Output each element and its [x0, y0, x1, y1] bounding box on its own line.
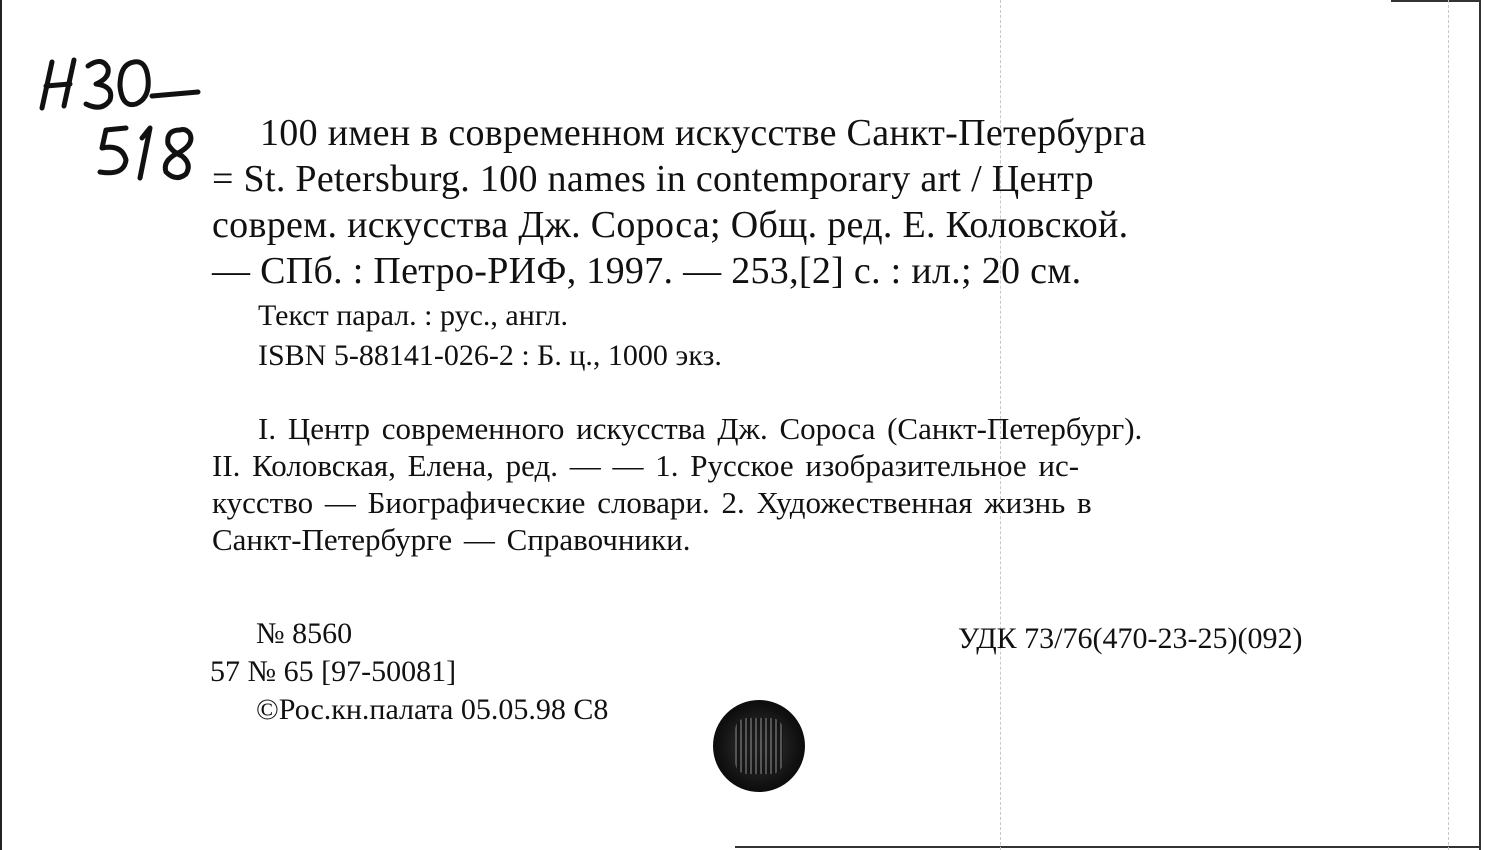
title-line: — СПб. : Петро-РИФ, 1997. — 253,[2] с. : ил.; 20 см.: [212, 250, 1082, 292]
card-footer-left: [210, 615, 608, 729]
title-line: соврем. искусства Дж. Сороса; Общ. ред. Е. Коловской.: [212, 204, 1129, 246]
subject-line: II. Коловская, Елена, ред. — — 1. Русское изобразительное ис-: [212, 448, 1080, 483]
handwritten-shelf-mark: [30, 48, 220, 188]
card-right-edge: [1479, 0, 1481, 850]
card-bottom-edge: [735, 846, 1480, 848]
subject-line: Санкт-Петербурге — Справочники.: [212, 522, 691, 557]
subject-line: I. Центр современного искусства Дж. Сороса (Санкт-Петербург).: [258, 411, 1143, 446]
scan-fold-line: [1448, 0, 1449, 850]
copyright-line: ©Рос.кн.палата 05.05.98 С8: [256, 693, 609, 726]
subject-tracings: [212, 410, 1368, 558]
isbn-note: ISBN 5-88141-026-2 : Б. ц., 1000 экз.: [258, 339, 722, 372]
title-line: 100 имен в современном искусстве Санкт-Петербурга: [260, 112, 1147, 154]
card-punch-hole: [713, 700, 805, 792]
subject-line: кусство — Биографические словари. 2. Художественная жизнь в: [212, 485, 1092, 520]
series-number: 57 № 65 [97-50081]: [210, 655, 457, 688]
title-statement: [212, 110, 1368, 294]
card-top-edge: [1391, 0, 1481, 2]
record-number: № 8560: [256, 617, 353, 650]
udk-classification: УДК 73/76(470-23-25)(092): [958, 622, 1303, 655]
bibliographic-entry: [212, 110, 1368, 558]
card-left-edge: [0, 0, 2, 850]
language-note: Текст парал. : рус., англ.: [258, 299, 569, 332]
title-line: = St. Petersburg. 100 names in contemporary art / Центр: [212, 158, 1094, 200]
